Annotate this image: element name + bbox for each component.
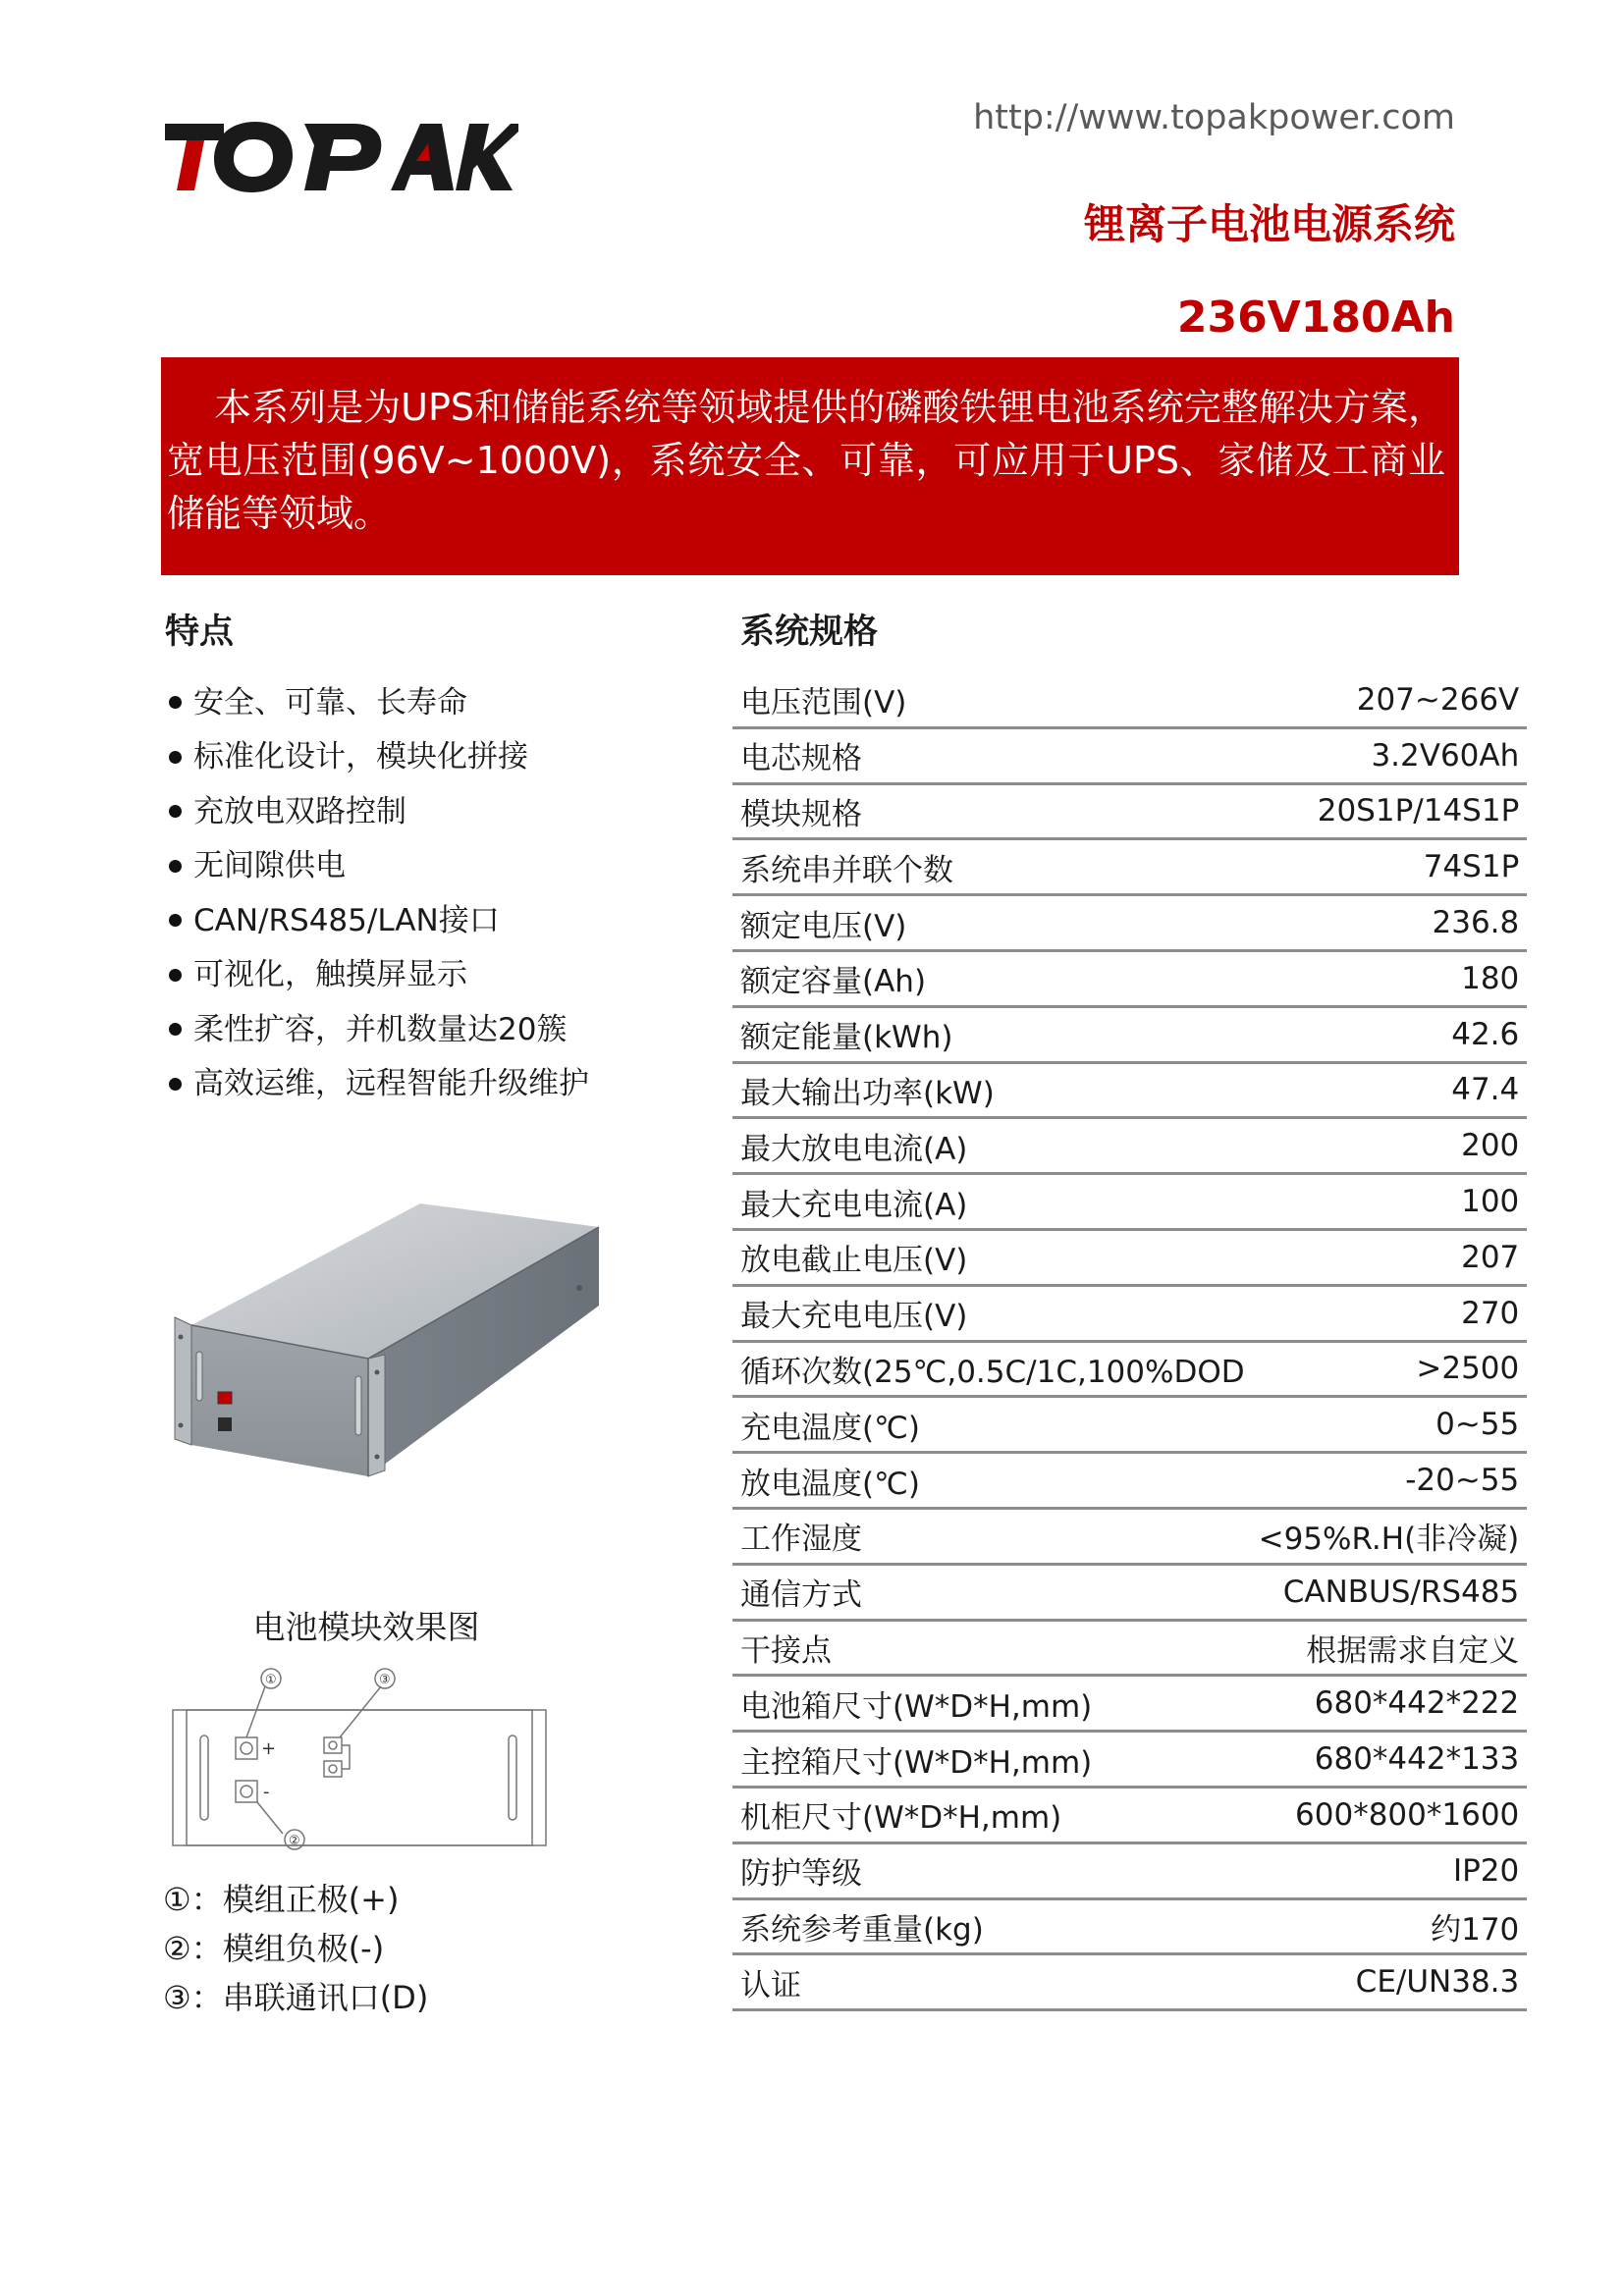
list-item: 柔性扩容，并机数量达20簇 [165,1002,695,1057]
table-row [732,1341,1527,1397]
table-row [732,727,1527,783]
spec-label: 通信方式 [732,1564,1251,1620]
spec-value: 236.8 [1251,895,1528,951]
table-row [732,783,1527,839]
spec-value: 180 [1251,950,1528,1006]
table-row [732,895,1527,951]
positive-terminal-label: + [261,1738,277,1759]
spec-label: 系统串并联个数 [732,839,1251,895]
callout-3-label: ③ [379,1673,391,1687]
callout-1-label: ① [265,1673,277,1687]
spec-value: 20S1P/14S1P [1251,783,1528,839]
intro-banner [161,357,1459,575]
negative-terminal-label: - [263,1782,270,1802]
spec-label: 模块规格 [732,783,1251,839]
spec-value: 47.4 [1251,1062,1528,1118]
spec-value: <95%R.H(非冷凝) [1251,1508,1528,1564]
module-figure-caption: 电池模块效果图 [252,1608,480,1646]
spec-label: 放电温度(℃) [732,1453,1251,1509]
list-item: 标准化设计，模块化拼接 [165,730,695,785]
spec-value: CE/UN38.3 [1251,1954,1528,2010]
model-title: 236V180Ah [1176,293,1455,343]
table-row [732,1229,1527,1285]
spec-label: 放电截止电压(V) [732,1229,1251,1285]
spec-label: 最大输出功率(kW) [732,1062,1251,1118]
product-line-title: 锂离子电池电源系统 [1083,200,1455,248]
bullet-icon [169,751,182,764]
battery-module-illustration [167,1200,619,1494]
bullet-icon [169,914,182,927]
legend-item: ②：模组负极(-) [163,1930,385,1967]
list-item: 可视化，触摸屏显示 [165,948,695,1003]
table-row [732,1954,1527,2010]
list-item: 充放电双路控制 [165,784,695,839]
bullet-icon [169,860,182,873]
spec-label: 充电温度(℃) [732,1397,1251,1453]
table-row [732,950,1527,1006]
spec-label: 工作湿度 [732,1508,1251,1564]
spec-value: 3.2V60Ah [1251,727,1528,783]
bullet-icon [169,696,182,709]
intro-text: 本系列是为UPS和储能系统等领域提供的磷酸铁锂电池系统完整解决方案，宽电压范围(96V~1000V)，系统安全、可靠，可应用于UPS、家储及工商业储能等领域。 [167,386,1445,535]
table-row [732,1732,1527,1788]
spec-label: 额定电压(V) [732,895,1251,951]
spec-value: -20~55 [1251,1453,1528,1509]
table-row [732,1620,1527,1676]
spec-value: 600*800*1600 [1251,1787,1528,1842]
spec-label: 电池箱尺寸(W*D*H,mm) [732,1676,1251,1732]
spec-value: 100 [1251,1174,1528,1230]
table-row [732,839,1527,895]
legend-item: ①：模组正极(+) [163,1881,400,1918]
list-item: 高效运维，远程智能升级维护 [165,1057,695,1112]
list-item: CAN/RS485/LAN接口 [165,893,695,948]
table-row [732,1062,1527,1118]
spec-value: 约170 [1251,1898,1528,1954]
list-item: 无间隙供电 [165,839,695,894]
spec-label: 认证 [732,1954,1251,2010]
spec-label: 循环次数(25℃,0.5C/1C,100%DOD [732,1341,1251,1397]
table-row [732,1453,1527,1509]
spec-value: CANBUS/RS485 [1251,1564,1528,1620]
spec-value: 根据需求自定义 [1251,1620,1528,1676]
list-item: 安全、可靠、长寿命 [165,675,695,730]
spec-value: 207~266V [1251,673,1528,727]
bullet-icon [169,969,182,982]
spec-value: 270 [1251,1285,1528,1341]
website-url[interactable]: http://www.topakpower.com [973,98,1455,137]
spec-value: 207 [1251,1229,1528,1285]
table-row [732,1508,1527,1564]
spec-value: >2500 [1251,1341,1528,1397]
topak-logo [157,110,520,204]
spec-label: 额定能量(kWh) [732,1006,1251,1062]
spec-label: 最大充电电流(A) [732,1174,1251,1230]
spec-label: 防护等级 [732,1842,1251,1898]
spec-label: 最大放电电流(A) [732,1118,1251,1174]
bullet-icon [169,805,182,818]
table-row [732,1676,1527,1732]
table-row [732,1285,1527,1341]
spec-value: 42.6 [1251,1006,1528,1062]
callout-2-label: ② [289,1834,300,1848]
spec-label: 额定容量(Ah) [732,950,1251,1006]
spec-value: 0~55 [1251,1397,1528,1453]
spec-value: 680*442*222 [1251,1676,1528,1732]
spec-label: 干接点 [732,1620,1251,1676]
table-row [732,673,1527,727]
spec-label: 主控箱尺寸(W*D*H,mm) [732,1732,1251,1788]
spec-table [732,673,1527,2011]
spec-label: 机柜尺寸(W*D*H,mm) [732,1787,1251,1842]
spec-value: 680*442*133 [1251,1732,1528,1788]
table-row [732,1397,1527,1453]
table-row [732,1787,1527,1842]
table-row [732,1842,1527,1898]
table-row [732,1898,1527,1954]
spec-label: 系统参考重量(kg) [732,1898,1251,1954]
spec-label: 最大充电电压(V) [732,1285,1251,1341]
front-panel-diagram [163,1659,556,1855]
legend-item: ③：串联通讯口(D) [163,1979,429,2016]
spec-value: 74S1P [1251,839,1528,895]
table-row [732,1006,1527,1062]
module-legend [163,1875,428,2022]
features-heading: 特点 [165,613,235,652]
spec-label: 电芯规格 [732,727,1251,783]
bullet-icon [169,1023,182,1036]
table-row [732,1174,1527,1230]
spec-value: 200 [1251,1118,1528,1174]
table-row [732,1564,1527,1620]
features-list [165,675,695,1111]
spec-value: IP20 [1251,1842,1528,1898]
bullet-icon [169,1078,182,1091]
specs-heading: 系统规格 [740,613,879,652]
table-row [732,1118,1527,1174]
spec-label: 电压范围(V) [732,673,1251,727]
